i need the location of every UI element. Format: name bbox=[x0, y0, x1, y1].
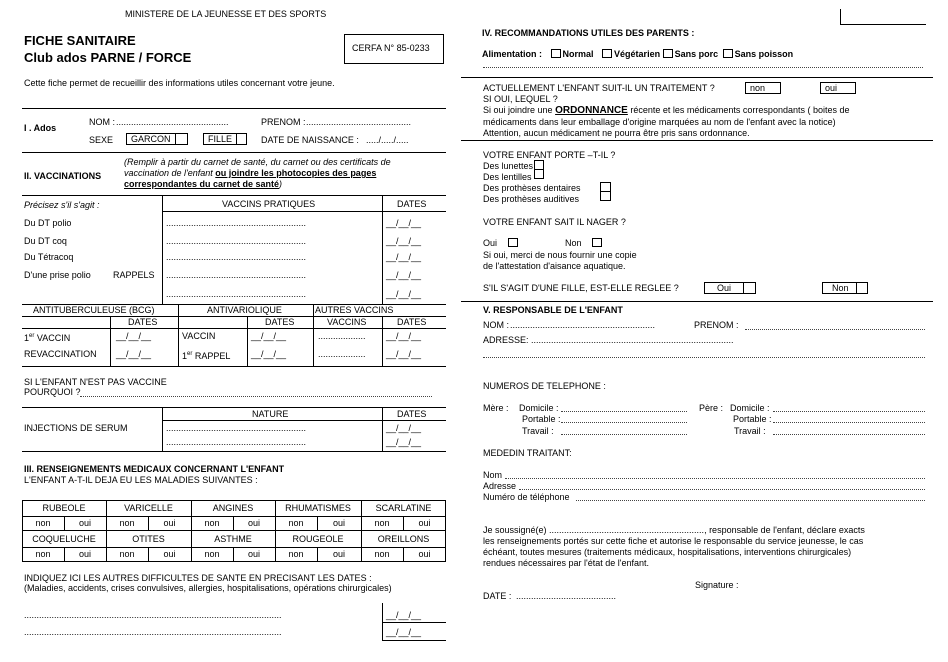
divider bbox=[382, 316, 383, 366]
date-field[interactable]: __/__/__ bbox=[386, 218, 422, 228]
divider bbox=[22, 451, 446, 452]
mere-travail-label: Travail : bbox=[522, 426, 554, 436]
garcon-label: GARCON bbox=[131, 134, 171, 144]
oui-option[interactable]: oui bbox=[247, 518, 260, 528]
nager-non[interactable]: Non bbox=[565, 238, 604, 249]
serum-field[interactable]: ........................................................ bbox=[166, 437, 307, 447]
intro-text: Cette fiche permet de recueillir des informations utiles concernant votre jeune. bbox=[24, 78, 335, 88]
date-field[interactable]: __/__/__ bbox=[386, 349, 422, 359]
mere-domicile-label: Domicile : bbox=[519, 403, 559, 413]
divider bbox=[247, 316, 248, 366]
divider bbox=[382, 640, 446, 641]
divider bbox=[600, 191, 611, 192]
non-option[interactable]: non bbox=[288, 549, 304, 559]
regle-oui[interactable]: Oui bbox=[704, 282, 756, 294]
divider bbox=[162, 407, 163, 451]
divider bbox=[22, 316, 446, 317]
nature-header: NATURE bbox=[252, 409, 289, 419]
pourquoi-label: POURQUOI ? bbox=[24, 387, 81, 397]
disease-asthme: ASTHME bbox=[214, 534, 252, 544]
nager-note-2: de l'attestation d'aisance aquatique. bbox=[483, 261, 626, 271]
pere-domicile-field[interactable] bbox=[773, 411, 925, 412]
divider bbox=[840, 9, 841, 24]
vp-header: VACCINS PRATIQUES bbox=[222, 199, 316, 209]
prenom-field[interactable]: .......................................... bbox=[306, 117, 412, 127]
divider bbox=[162, 211, 446, 212]
signature-label: Signature : bbox=[695, 580, 739, 590]
resp-adresse-label: ADRESSE: bbox=[483, 335, 529, 345]
oui-option[interactable]: oui bbox=[163, 549, 176, 559]
oui-option[interactable]: oui bbox=[418, 518, 431, 528]
vacc-note-3: correspondantes du carnet de santé) bbox=[124, 179, 283, 189]
resp-prenom-field[interactable] bbox=[745, 329, 925, 330]
vp-field-5[interactable]: ........................................................ bbox=[166, 289, 307, 299]
disease-rubeole: RUBEOLE bbox=[42, 503, 86, 513]
medecin-tel-field[interactable] bbox=[576, 500, 925, 501]
mere-travail-field[interactable] bbox=[561, 434, 687, 435]
divider bbox=[22, 108, 446, 109]
declaration-3: échéant, toutes mesures (traitements médicaux, hospitalisations, interventions chirurgicales) bbox=[483, 547, 852, 557]
date-field[interactable]: __/__/__ bbox=[386, 610, 422, 620]
date-field[interactable]: __/__/__ bbox=[386, 252, 422, 262]
serum-field[interactable]: ........................................................ bbox=[166, 423, 307, 433]
regle-non[interactable]: Non bbox=[822, 282, 868, 294]
lentilles-label: Des lentilles bbox=[483, 172, 532, 182]
vacc-note-2: vaccination de l'enfant ou joindre les photocopies des pages bbox=[124, 168, 377, 178]
precisez-label: Précisez s'il s'agit : bbox=[24, 200, 100, 210]
date-field[interactable]: __/__/__ bbox=[251, 331, 287, 341]
treatment-oui[interactable]: oui bbox=[820, 82, 856, 94]
form-title: FICHE SANITAIRE bbox=[24, 33, 136, 48]
divider bbox=[178, 304, 179, 366]
vacc-note-1: (Remplir à partir du carnet de santé, du carnet ou des certificats de bbox=[124, 157, 391, 167]
bcg-header: ANTITUBERCULEUSE (BCG) bbox=[33, 305, 155, 315]
divider bbox=[22, 328, 446, 329]
disease-scarlatine: SCARLATINE bbox=[375, 503, 432, 513]
tel-label: NUMEROS DE TELEPHONE : bbox=[483, 381, 606, 391]
oui-option[interactable]: oui bbox=[247, 549, 260, 559]
divider bbox=[840, 24, 926, 25]
vp-field-4[interactable]: ........................................................ bbox=[166, 270, 307, 280]
other-health-field[interactable]: ....................................................................................................... bbox=[24, 627, 282, 637]
date-field[interactable]: __/__/__ bbox=[386, 270, 422, 280]
form-subtitle: Club ados PARNE / FORCE bbox=[24, 50, 192, 65]
non-option[interactable]: non bbox=[119, 518, 135, 528]
auditives-label: Des prothèses auditives bbox=[483, 194, 580, 204]
mere-domicile-field[interactable] bbox=[561, 411, 687, 412]
prenom-label: PRENOM : bbox=[261, 117, 306, 127]
vp-field-1[interactable]: ........................................................ bbox=[166, 218, 307, 228]
section-3-title: III. RENSEIGNEMENTS MEDICAUX CONCERNANT L'ENFANT bbox=[24, 464, 285, 474]
non-option[interactable]: non bbox=[204, 518, 220, 528]
date-sign-field[interactable]: ........................................ bbox=[516, 591, 617, 601]
autres-vaccin-field[interactable]: ................... bbox=[318, 331, 366, 341]
medecin-adresse-label: Adresse bbox=[483, 481, 517, 491]
divider bbox=[856, 283, 857, 293]
row-tetracoq: Du Tétracoq bbox=[24, 252, 74, 262]
dentaires-label: Des prothèses dentaires bbox=[483, 183, 581, 193]
section-5-title: V. RESPONSABLE DE L'ENFANT bbox=[483, 305, 623, 315]
date-field[interactable]: __/__/__ bbox=[116, 349, 152, 359]
pere-portable-field[interactable] bbox=[773, 422, 925, 423]
resp-nom-label: NOM : bbox=[483, 320, 509, 330]
non-option[interactable]: non bbox=[119, 549, 135, 559]
divider bbox=[461, 301, 933, 302]
diet-normal[interactable]: Normal bbox=[551, 49, 594, 59]
dates-header: DATES bbox=[397, 199, 427, 209]
pere-portable-label: Portable : bbox=[733, 414, 772, 424]
divider bbox=[22, 366, 446, 367]
cerfa-number: CERFA N° 85-0233 bbox=[352, 43, 430, 53]
divider bbox=[22, 516, 446, 517]
date-field[interactable]: __/__/__ bbox=[386, 423, 422, 433]
disease-angines: ANGINES bbox=[212, 503, 254, 513]
mere-portable-label: Portable : bbox=[522, 414, 561, 424]
autres-vaccins-header: VACCINS bbox=[327, 317, 367, 327]
disease-rougeole: ROUGEOLE bbox=[292, 534, 344, 544]
date-field[interactable]: __/__/__ bbox=[386, 331, 422, 341]
section-1-title: I . Ados bbox=[24, 123, 57, 133]
date-field[interactable]: __/__/__ bbox=[251, 349, 287, 359]
oui-option[interactable]: oui bbox=[163, 518, 176, 528]
non-option[interactable]: non bbox=[35, 518, 51, 528]
treatment-non[interactable]: non bbox=[745, 82, 781, 94]
divider bbox=[382, 196, 383, 304]
divider bbox=[236, 134, 237, 144]
mere-portable-field[interactable] bbox=[561, 422, 687, 423]
divider bbox=[534, 169, 544, 170]
non-option[interactable]: non bbox=[374, 518, 390, 528]
serum-label: INJECTIONS DE SERUM bbox=[24, 423, 128, 433]
medecin-adresse-field[interactable] bbox=[519, 489, 925, 490]
autres-vaccin-field[interactable]: ................... bbox=[318, 349, 366, 359]
anti-dates-header: DATES bbox=[265, 317, 295, 327]
nager-oui[interactable]: Oui bbox=[483, 238, 520, 249]
diet-vegetarian[interactable]: Végétarien bbox=[602, 49, 660, 59]
date-field[interactable]: __/__/__ bbox=[386, 437, 422, 447]
divider bbox=[162, 420, 446, 421]
divider bbox=[22, 547, 446, 548]
pere-travail-field[interactable] bbox=[773, 434, 925, 435]
not-vacc-label: SI L'ENFANT N'EST PAS VACCINE bbox=[24, 377, 167, 387]
revacc-label: REVACCINATION bbox=[24, 349, 97, 359]
lunettes-label: Des lunettes bbox=[483, 161, 534, 171]
section-4-title: IV. RECOMMANDATIONS UTILES DES PARENTS : bbox=[482, 28, 695, 38]
medecin-nom-label: Nom bbox=[483, 470, 503, 480]
resp-nom-field[interactable]: .......................................................... bbox=[510, 320, 656, 330]
fille-label: FILLE bbox=[208, 134, 233, 144]
row-dt-coq: Du DT coq bbox=[24, 236, 67, 246]
alim-field[interactable] bbox=[483, 67, 923, 68]
oui-option[interactable]: oui bbox=[418, 549, 431, 559]
declaration-2: les renseignements portés sur cette fiche et autorise le responsable du service jeunesse, le cas bbox=[483, 536, 864, 546]
oui-option[interactable]: oui bbox=[332, 518, 345, 528]
pere-label: Père : bbox=[699, 403, 724, 413]
antivario-header: ANTIVARIOLIQUE bbox=[207, 305, 282, 315]
divider bbox=[313, 304, 314, 366]
diet-no-fish[interactable]: Sans poisson bbox=[723, 49, 794, 59]
rappels-label: RAPPELS bbox=[113, 270, 155, 280]
ordonnance-note-1: Si oui joindre une ORDONNANCE récente et les médicaments correspondants ( boites de bbox=[483, 105, 850, 116]
nom-field[interactable]: ............................................. bbox=[116, 117, 229, 127]
pere-travail-label: Travail : bbox=[734, 426, 766, 436]
mere-label: Mère : bbox=[483, 403, 509, 413]
row-dt-polio: Du DT polio bbox=[24, 218, 72, 228]
alimentation-row bbox=[482, 49, 793, 60]
nager-question: VOTRE ENFANT SAIT IL NAGER ? bbox=[483, 217, 626, 227]
divider bbox=[382, 407, 383, 451]
treatment-question: ACTUELLEMENT L'ENFANT SUIT-IL UN TRAITEMENT ? bbox=[483, 83, 715, 93]
other-health-label: INDIQUEZ ICI LES AUTRES DIFFICULTES DE SANTE EN PRECISANT LES DATES : bbox=[24, 573, 372, 583]
fille-checkbox[interactable] bbox=[203, 133, 247, 145]
other-health-note: (Maladies, accidents, crises convulsives, allergies, hospitalisations, opérations chirurgicales) bbox=[24, 583, 392, 593]
divider bbox=[22, 152, 446, 153]
row-polio: D'une prise polio bbox=[24, 270, 91, 280]
disease-rhumatismes: RHUMATISMES bbox=[285, 503, 351, 513]
resp-adresse-field-2[interactable] bbox=[483, 357, 925, 358]
nom-label: NOM : bbox=[89, 117, 115, 127]
disease-oreillons: OREILLONS bbox=[377, 534, 430, 544]
medecin-tel-label: Numéro de téléphone bbox=[483, 492, 570, 502]
disease-coqueluche: COQUELUCHE bbox=[32, 534, 96, 544]
date-field[interactable]: __/__/__ bbox=[386, 289, 422, 299]
autres-header: AUTRES VACCINS bbox=[315, 305, 394, 315]
resp-prenom-label: PRENOM : bbox=[694, 320, 739, 330]
disease-varicelle: VARICELLE bbox=[124, 503, 173, 513]
date-label: DATE : bbox=[483, 591, 512, 601]
oui-option[interactable]: oui bbox=[78, 518, 91, 528]
divider bbox=[382, 622, 446, 623]
garcon-checkbox[interactable] bbox=[126, 133, 188, 145]
nager-note-1: Si oui, merci de nous fournir une copie bbox=[483, 250, 637, 260]
divider bbox=[461, 140, 933, 141]
divider bbox=[162, 196, 163, 304]
pere-domicile-label: Domicile : bbox=[730, 403, 770, 413]
divider bbox=[175, 134, 176, 144]
anti-rappel-label: 1er RAPPEL bbox=[182, 351, 231, 361]
section-3-sub: L'ENFANT A-T-IL DEJA EU LES MALADIES SUIVANTES : bbox=[24, 475, 258, 485]
divider bbox=[461, 77, 933, 78]
date-field[interactable]: __/__/__ bbox=[386, 627, 422, 637]
regle-question: S'IL S'AGIT D'UNE FILLE, EST-ELLE REGLEE ? bbox=[483, 283, 679, 293]
non-option[interactable]: non bbox=[204, 549, 220, 559]
date-field[interactable]: __/__/__ bbox=[116, 331, 152, 341]
declaration-1: Je soussigné(e) .............................................................., responsable de l'enfant, déclare exacts bbox=[483, 525, 865, 535]
divider bbox=[743, 283, 744, 293]
dob-field[interactable]: ...../...../..... bbox=[366, 135, 409, 145]
other-health-field[interactable]: ....................................................................................................... bbox=[24, 610, 282, 620]
non-option[interactable]: non bbox=[35, 549, 51, 559]
medecin-nom-field[interactable] bbox=[505, 478, 925, 479]
ministry-header: MINISTERE DE LA JEUNESSE ET DES SPORTS bbox=[125, 9, 327, 19]
vp-field-3[interactable]: ........................................................ bbox=[166, 252, 307, 262]
vaccin1-label: 1er VACCIN bbox=[24, 333, 71, 343]
ordonnance-note-3: Attention, aucun médicament ne pourra être pris sans ordonnance. bbox=[483, 128, 750, 138]
resp-adresse-field[interactable]: ................................................................................. bbox=[531, 335, 734, 345]
oui-option[interactable]: oui bbox=[332, 549, 345, 559]
anti-vaccin-label: VACCIN bbox=[182, 331, 216, 341]
non-option[interactable]: non bbox=[288, 518, 304, 528]
serum-dates-header: DATES bbox=[397, 409, 427, 419]
date-field[interactable]: __/__/__ bbox=[386, 236, 422, 246]
pourquoi-field[interactable] bbox=[80, 396, 432, 397]
autres-dates-header: DATES bbox=[397, 317, 427, 327]
vp-field-2[interactable]: ........................................................ bbox=[166, 236, 307, 246]
lequel-label: SI OUI, LEQUEL ? bbox=[483, 94, 558, 104]
section-2-title: II. VACCINATIONS bbox=[24, 171, 102, 181]
sexe-label: SEXE bbox=[89, 135, 114, 145]
alim-label: Alimentation : bbox=[482, 49, 542, 59]
disease-otites: OTITES bbox=[132, 534, 165, 544]
porte-question: VOTRE ENFANT PORTE –T-IL ? bbox=[483, 150, 616, 160]
non-option[interactable]: non bbox=[374, 549, 390, 559]
ordonnance-note-2: médicaments dans leur emballage d'origine marquées au nom de l'enfant avec la notice) bbox=[483, 117, 836, 127]
medecin-label: MEDEDIN TRAITANT: bbox=[483, 448, 572, 458]
oui-option[interactable]: oui bbox=[78, 549, 91, 559]
declaration-4: rendues nécessaires par l'état de l'enfant. bbox=[483, 558, 650, 568]
bcg-dates-header: DATES bbox=[128, 317, 158, 327]
divider bbox=[110, 316, 111, 366]
diet-no-pork[interactable]: Sans porc bbox=[663, 49, 719, 59]
dob-label: DATE DE NAISSANCE : bbox=[261, 135, 359, 145]
